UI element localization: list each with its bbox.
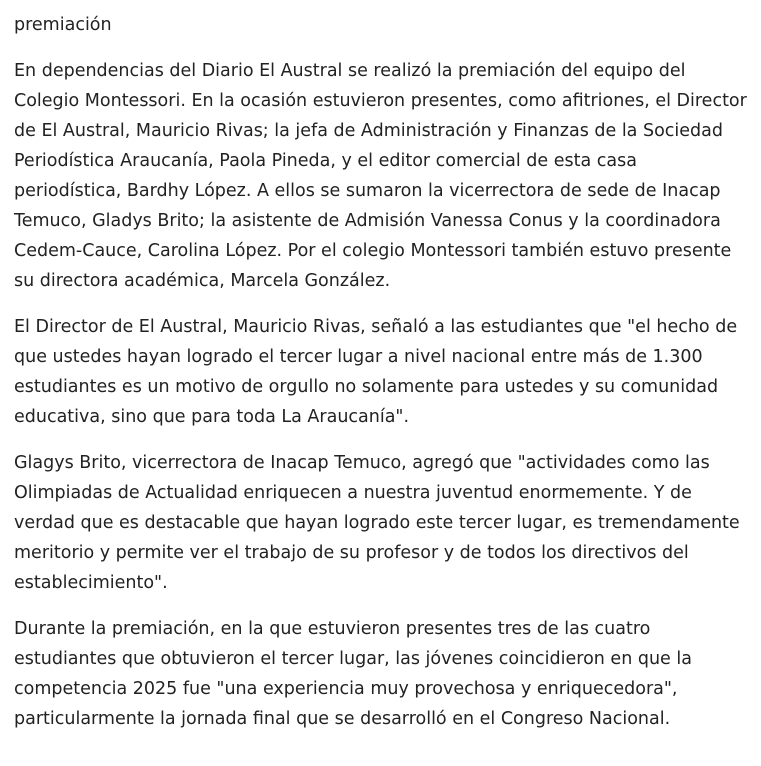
paragraph-vicerrectora-quote: Glagys Brito, vicerrectora de Inacap Temuco, agregó que "actividades como las Olimpiadas de Actualidad enriquecen a nuestra juventud enormemente. Y de verdad que es destacable que hayan logrado este tercer lugar, es tremendamente meritorio y permite ver el trabajo de su profesor y de todos los directivos del establecimiento". [14,453,740,593]
paragraph-event-attendees: En dependencias del Diario El Austral se realizó la premiación del equipo del Colegio Montessori. En la ocasión estuvieron presentes, como afitriones, el Director de El Austral, Mauricio Rivas; la jefa de Administración y Finanzas de la Sociedad Periodística Araucanía, Paola Pineda, y el editor comercial de esta casa periodística, Bardhy López. A ellos se sumaron la vicerrectora de sede de Inacap Temuco, Gladys Brito; la asistente de Admisión Vanessa Conus y la coordinadora Cedem-Cauce, Carolina López. Por el colegio Montessori también estuvo presente su directora académica, Marcela González. [14,61,747,291]
paragraph-students-experience: Durante la premiación, en la que estuvieron presentes tres de las cuatro estudiantes que obtuvieron el tercer lugar, las jóvenes coincidieron en que la competencia 2025 fue "una experiencia muy provechosa y enriquecedora", particularmente la jornada final que se desarrolló en el Congreso Nacional. [14,619,692,729]
paragraph-director-quote: El Director de El Austral, Mauricio Rivas, señaló a las estudiantes que "el hecho de que ustedes hayan logrado el tercer lugar a nivel nacional entre más de 1.300 estudiantes es un motivo de orgullo no solamente para ustedes y su comunidad educativa, sino que para toda La Araucanía". [14,317,738,427]
article-body [14,10,749,750]
section-heading: premiación [14,15,112,35]
